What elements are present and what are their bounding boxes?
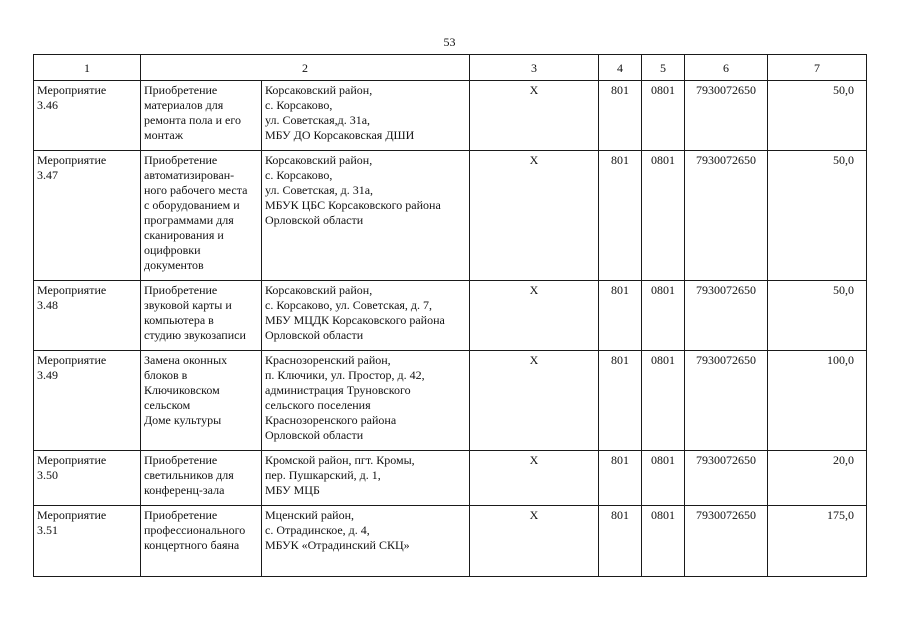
- header-col-7: 7: [768, 55, 867, 81]
- event-label: Мероприятие 3.46: [37, 83, 107, 112]
- table-row: [34, 451, 867, 506]
- col5-cell: 0801: [642, 81, 685, 151]
- location-text: Кромской район, пгт. Кромы, пер. Пушкарский, д. 1, МБУ МЦБ: [265, 453, 415, 497]
- location-text: Корсаковский район, с. Корсаково, ул. Советская, д. 31а, МБУК ЦБС Корсаковского района Орловской области: [265, 153, 441, 227]
- description-cell: [141, 81, 262, 151]
- event-label: Мероприятие 3.50: [37, 453, 107, 482]
- col4-cell: 801: [599, 151, 642, 281]
- page-number: 53: [443, 35, 456, 49]
- location-cell: [262, 281, 470, 351]
- location-text: Мценский район, с. Отрадинское, д. 4, МБУК «Отрадинский СКЦ»: [265, 508, 410, 552]
- col3-cell: Х: [470, 151, 599, 281]
- col7-cell: 20,0: [768, 451, 867, 506]
- description-text: Приобретение материалов для ремонта пола и его монтаж: [144, 83, 242, 142]
- location-text: Корсаковский район, с. Корсаково, ул. Советская,д. 31а, МБУ ДО Корсаковская ДШИ: [265, 83, 415, 142]
- col3-cell: Х: [470, 281, 599, 351]
- header-col-1: 1: [34, 55, 141, 81]
- description-text: Приобретение звуковой карты и компьютера в студию звукозаписи: [144, 283, 246, 342]
- col3-cell: Х: [470, 451, 599, 506]
- event-cell: [34, 506, 141, 577]
- col4-cell: 801: [599, 351, 642, 451]
- col3-cell: Х: [470, 351, 599, 451]
- col6-cell: 7930072650: [685, 506, 768, 577]
- event-label: Мероприятие 3.47: [37, 153, 107, 182]
- table-row: [34, 81, 867, 151]
- col5-cell: 0801: [642, 451, 685, 506]
- header-col-3: 3: [470, 55, 599, 81]
- col3-cell: Х: [470, 81, 599, 151]
- header-col-5: 5: [642, 55, 685, 81]
- event-label: Мероприятие 3.48: [37, 283, 107, 312]
- col7-cell: 50,0: [768, 151, 867, 281]
- header-col-4: 4: [599, 55, 642, 81]
- location-text: Краснозоренский район, п. Ключики, ул. Простор, д. 42, администрация Труновского сельского поселения Краснозоренского района Орловской области: [265, 353, 425, 442]
- description-text: Замена оконных блоков в Ключиковском сельском Доме культуры: [144, 353, 228, 427]
- col7-cell: 175,0: [768, 506, 867, 577]
- description-cell: [141, 506, 262, 577]
- location-cell: [262, 351, 470, 451]
- description-text: Приобретение светильников для конференц-зала: [144, 453, 234, 497]
- col7-cell: 50,0: [768, 281, 867, 351]
- table-row: [34, 281, 867, 351]
- event-cell: [34, 281, 141, 351]
- col4-cell: 801: [599, 506, 642, 577]
- header-col-6: 6: [685, 55, 768, 81]
- col3-cell: Х: [470, 506, 599, 577]
- event-label: Мероприятие 3.49: [37, 353, 107, 382]
- table-row: [34, 351, 867, 451]
- table-row: [34, 506, 867, 577]
- description-cell: [141, 281, 262, 351]
- table-row: [34, 151, 867, 281]
- event-cell: [34, 81, 141, 151]
- col7-cell: 50,0: [768, 81, 867, 151]
- description-cell: [141, 451, 262, 506]
- event-cell: [34, 351, 141, 451]
- budget-table: [33, 54, 867, 577]
- location-cell: [262, 81, 470, 151]
- col5-cell: 0801: [642, 281, 685, 351]
- col6-cell: 7930072650: [685, 351, 768, 451]
- header-col-2: 2: [141, 55, 470, 81]
- description-cell: [141, 351, 262, 451]
- description-text: Приобретение автоматизирован- ного рабочего места с оборудованием и программами для сканирования и оцифровки документов: [144, 153, 248, 272]
- col4-cell: 801: [599, 281, 642, 351]
- col4-cell: 801: [599, 81, 642, 151]
- location-cell: [262, 151, 470, 281]
- col5-cell: 0801: [642, 506, 685, 577]
- col6-cell: 7930072650: [685, 281, 768, 351]
- event-cell: [34, 451, 141, 506]
- location-text: Корсаковский район, с. Корсаково, ул. Советская, д. 7, МБУ МЦДК Корсаковского района Орловской области: [265, 283, 445, 342]
- event-label: Мероприятие 3.51: [37, 508, 107, 537]
- col4-cell: 801: [599, 451, 642, 506]
- description-cell: [141, 151, 262, 281]
- col6-cell: 7930072650: [685, 451, 768, 506]
- header-row: [34, 55, 867, 81]
- col5-cell: 0801: [642, 351, 685, 451]
- col6-cell: 7930072650: [685, 151, 768, 281]
- col6-cell: 7930072650: [685, 81, 768, 151]
- description-text: Приобретение профессионального концертного баяна: [144, 508, 246, 552]
- col5-cell: 0801: [642, 151, 685, 281]
- event-cell: [34, 151, 141, 281]
- location-cell: [262, 451, 470, 506]
- location-cell: [262, 506, 470, 577]
- col7-cell: 100,0: [768, 351, 867, 451]
